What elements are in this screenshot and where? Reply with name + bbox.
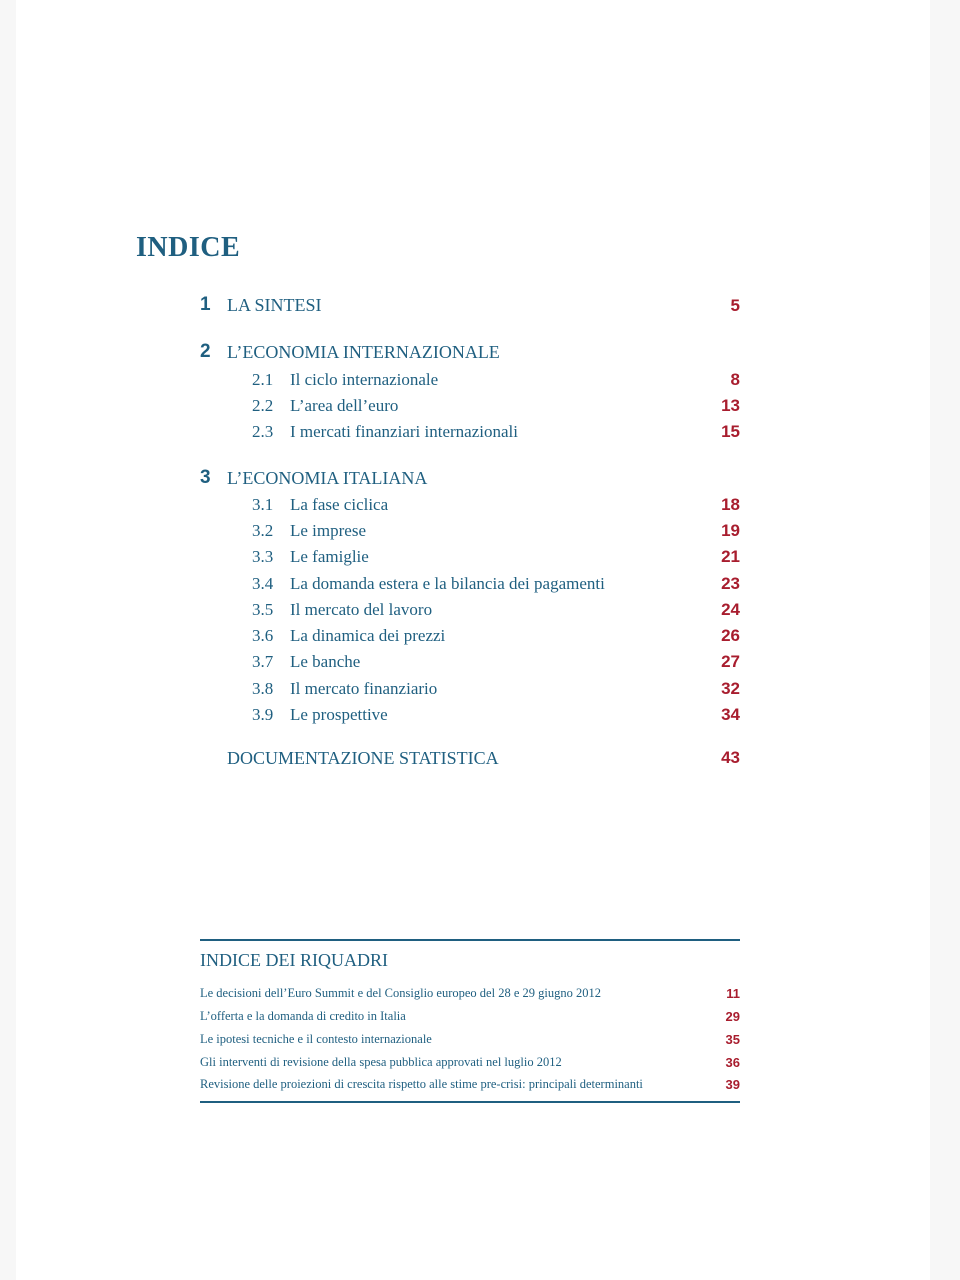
box-title-link[interactable]: Le decisioni dell’Euro Summit e del Consiglio europeo del 28 e 29 giugno 2012 (200, 986, 601, 1000)
subsection-title-link[interactable]: La dinamica dei prezzi (290, 626, 446, 645)
boxes-index-title: INDICE DEI RIQUADRI (200, 950, 388, 970)
subsection-title-link[interactable]: L’area dell’euro (290, 396, 399, 415)
subsection-title-link[interactable]: Le famiglie (290, 547, 369, 566)
subsection-title-link[interactable]: Il mercato finanziario (290, 679, 438, 698)
subsection-page-number: 32 (721, 679, 740, 698)
appendix-page-number: 43 (721, 748, 740, 767)
box-page-number: 35 (725, 1032, 740, 1047)
subsection-title-link[interactable]: La domanda estera e la bilancia dei pagamenti (290, 574, 605, 593)
section-title-link[interactable]: LA SINTESI (227, 295, 322, 315)
subsection-number: 3.7 (252, 652, 274, 671)
subsection-title-link[interactable]: La fase ciclica (290, 495, 389, 514)
subsection-number: 3.5 (252, 600, 274, 619)
subsection-page-number: 21 (721, 547, 740, 566)
subsection-title-link[interactable]: I mercati finanziari internazionali (290, 422, 518, 441)
subsection-page-number: 13 (721, 396, 740, 415)
subsection-page-number: 19 (721, 521, 740, 540)
subsection-title-link[interactable]: Il mercato del lavoro (290, 600, 433, 619)
box-title-link[interactable]: Revisione delle proiezioni di crescita rispetto alle stime pre-crisi: principali determinanti (200, 1077, 643, 1091)
box-page-number: 11 (726, 986, 740, 1001)
box-title-link[interactable]: L’offerta e la domanda di credito in Italia (200, 1009, 406, 1023)
subsection-number: 2.3 (252, 422, 274, 441)
subsection-page-number: 23 (721, 574, 740, 593)
subsection-number: 3.3 (252, 547, 274, 566)
subsection-page-number: 27 (721, 652, 740, 671)
page-title: INDICE (136, 232, 241, 263)
section-number: 1 (200, 294, 211, 315)
box-title-link[interactable]: Le ipotesi tecniche e il contesto internazionale (200, 1032, 432, 1046)
subsection-number: 3.4 (252, 574, 274, 593)
subsection-number: 3.1 (252, 495, 274, 514)
section-title-link[interactable]: L’ECONOMIA ITALIANA (227, 468, 428, 488)
section-title-link[interactable]: L’ECONOMIA INTERNAZIONALE (227, 342, 500, 362)
box-title-link[interactable]: Gli interventi di revisione della spesa pubblica approvati nel luglio 2012 (200, 1055, 562, 1069)
appendix-title-link[interactable]: DOCUMENTAZIONE STATISTICA (227, 748, 499, 768)
section-number: 3 (200, 467, 211, 488)
subsection-title-link[interactable]: Le banche (290, 652, 361, 671)
subsection-number: 3.6 (252, 626, 274, 645)
section-number: 2 (200, 341, 211, 362)
boxes-bottom-rule (200, 1101, 740, 1103)
subsection-number: 2.1 (252, 370, 274, 389)
subsection-number: 3.9 (252, 705, 274, 724)
subsection-number: 3.2 (252, 521, 274, 540)
subsection-title-link[interactable]: Il ciclo internazionale (290, 370, 439, 389)
subsection-page-number: 8 (730, 370, 740, 389)
subsection-number: 3.8 (252, 679, 274, 698)
section-page-number: 5 (730, 296, 740, 315)
boxes-top-rule (200, 939, 740, 941)
box-page-number: 36 (725, 1055, 740, 1070)
subsection-number: 2.2 (252, 396, 274, 415)
subsection-page-number: 15 (721, 422, 740, 441)
subsection-page-number: 26 (721, 626, 740, 645)
subsection-page-number: 24 (721, 600, 740, 619)
subsection-title-link[interactable]: Le imprese (290, 521, 366, 540)
box-page-number: 29 (725, 1009, 740, 1024)
subsection-page-number: 18 (721, 495, 740, 514)
subsection-title-link[interactable]: Le prospettive (290, 705, 388, 724)
subsection-page-number: 34 (721, 705, 740, 724)
box-page-number: 39 (725, 1077, 740, 1092)
